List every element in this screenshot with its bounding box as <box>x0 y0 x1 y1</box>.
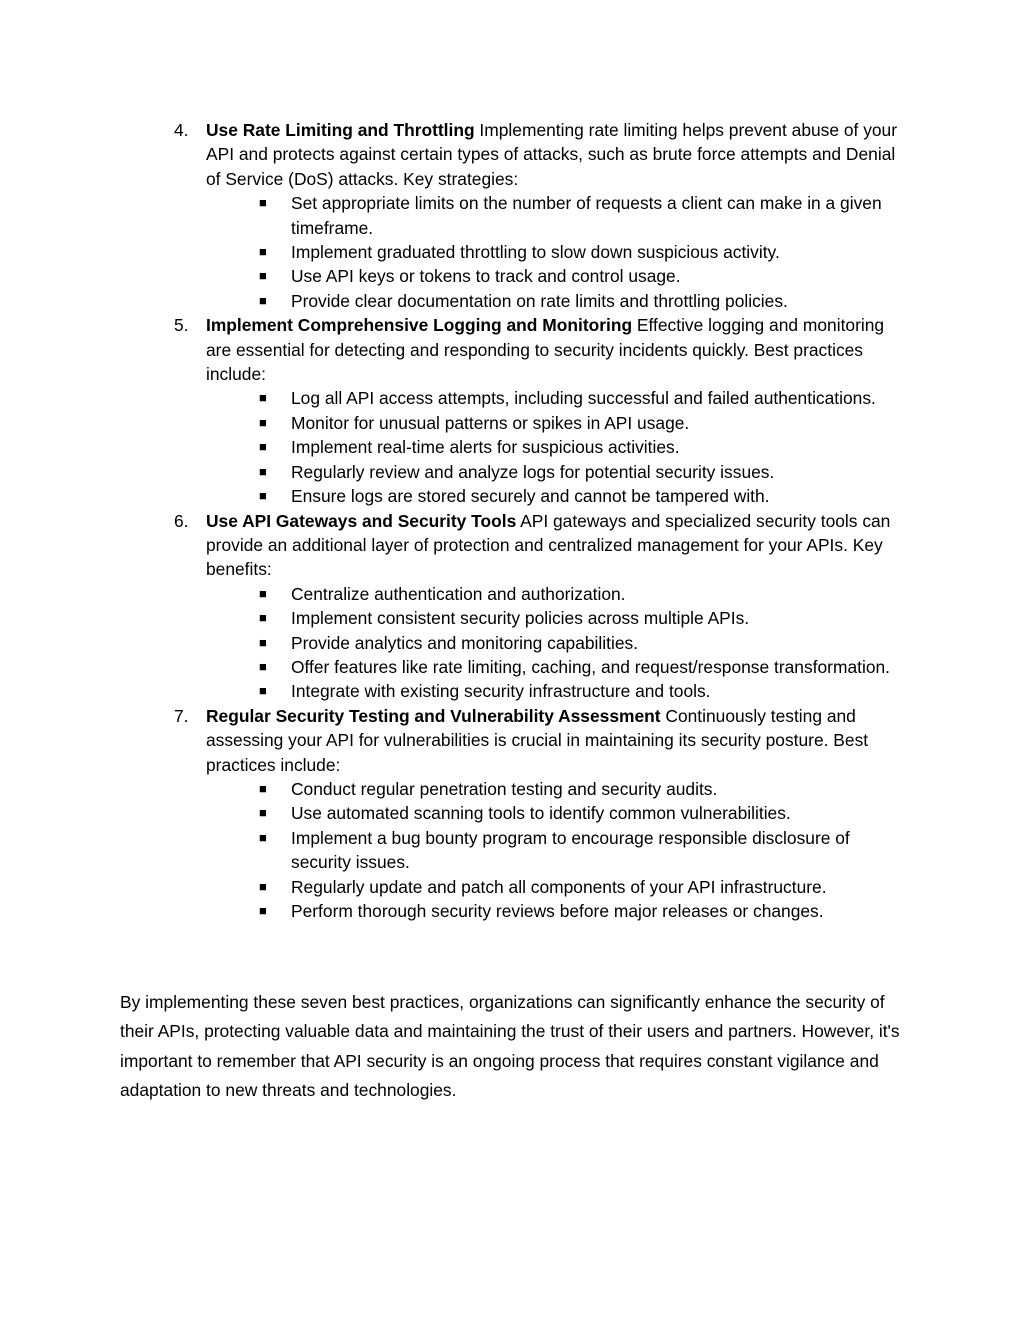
square-bullet-icon: ■ <box>259 414 267 430</box>
practice-number: 5. <box>174 315 189 336</box>
bullet-item <box>259 655 891 679</box>
square-bullet-icon: ■ <box>259 488 267 504</box>
bullet-text: Offer features like rate limiting, caching, and request/response transformation. <box>291 656 890 677</box>
bullet-item <box>259 386 891 410</box>
practice-title: Use API Gateways and Security Tools <box>206 510 517 531</box>
bullet-text: Provide analytics and monitoring capabilities. <box>291 632 639 653</box>
practice-bullet-list <box>206 777 891 923</box>
bullet-item <box>259 460 891 484</box>
bullet-item <box>259 411 891 435</box>
bullet-text: Conduct regular penetration testing and security audits. <box>291 778 718 799</box>
bullet-text: Regularly review and analyze logs for potential security issues. <box>291 461 775 482</box>
square-bullet-icon: ■ <box>259 292 267 308</box>
bullet-item <box>259 484 891 508</box>
square-bullet-icon: ■ <box>259 610 267 626</box>
bullet-item <box>259 191 891 240</box>
bullet-text: Implement consistent security policies across multiple APIs. <box>291 608 750 629</box>
practice-item <box>0 118 898 313</box>
bullet-text: Monitor for unusual patterns or spikes in API usage. <box>291 412 690 433</box>
practice-item <box>0 509 898 704</box>
practice-bullet-list <box>206 191 891 313</box>
square-bullet-icon: ■ <box>259 683 267 699</box>
bullet-item <box>259 777 891 801</box>
bullet-text: Set appropriate limits on the number of requests a client can make in a given timeframe. <box>291 193 882 238</box>
bullet-text: Implement graduated throttling to slow down suspicious activity. <box>291 242 780 263</box>
square-bullet-icon: ■ <box>259 585 267 601</box>
bullet-item <box>259 289 891 313</box>
square-bullet-icon: ■ <box>259 903 267 918</box>
bullet-item <box>259 435 891 459</box>
bullet-item <box>259 606 891 630</box>
square-bullet-icon: ■ <box>259 878 267 894</box>
practice-item <box>0 704 898 924</box>
bullet-item <box>259 899 891 923</box>
practice-description: Implementing rate limiting helps prevent abuse of your API and protects against certain types of attacks, such as brute force attempts and Denial of Service (DoS) attacks. Key strategies: <box>206 120 898 189</box>
bullet-item <box>259 679 891 703</box>
bullet-item <box>259 875 891 899</box>
practices-list <box>0 118 1024 923</box>
practice-number: 4. <box>174 120 189 140</box>
square-bullet-icon: ■ <box>259 439 267 455</box>
practice-description: API gateways and specialized security tools can provide an additional layer of protection and centralized management for your APIs. Key benefits: <box>206 510 891 580</box>
square-bullet-icon: ■ <box>259 634 267 650</box>
square-bullet-icon: ■ <box>259 244 267 260</box>
conclusion-paragraph: By implementing these seven best practices, organizations can significantly enhance the security of their APIs, protecting valuable data and maintaining the trust of their users and partners. However, it's important to remember that API security is an ongoing process that requires constant vigilance and adaptation to new threats and technologies. <box>120 992 900 1100</box>
bullet-text: Ensure logs are stored securely and cannot be tampered with. <box>291 486 770 507</box>
practice-body <box>206 704 898 777</box>
bullet-text: Regularly update and patch all components of your API infrastructure. <box>291 876 827 897</box>
square-bullet-icon: ■ <box>259 829 267 845</box>
bullet-text: Implement a bug bounty program to encourage responsible disclosure of security issues. <box>291 827 850 873</box>
practice-body <box>206 509 898 582</box>
practice-title: Regular Security Testing and Vulnerability Assessment <box>206 705 661 726</box>
practice-body <box>206 313 898 386</box>
practice-description: Continuously testing and assessing your API for vulnerabilities is crucial in maintaining its security posture. Best practices include: <box>206 705 869 775</box>
square-bullet-icon: ■ <box>259 268 267 284</box>
practice-title: Implement Comprehensive Logging and Monitoring <box>206 315 633 336</box>
bullet-item <box>259 582 891 606</box>
bullet-text: Integrate with existing security infrastructure and tools. <box>291 681 711 702</box>
bullet-item <box>259 631 891 655</box>
bullet-item <box>259 801 891 825</box>
bullet-item <box>259 826 891 875</box>
practice-number: 7. <box>174 705 189 726</box>
practice-item <box>0 313 898 508</box>
square-bullet-icon: ■ <box>259 658 267 674</box>
practice-body <box>206 118 898 191</box>
square-bullet-icon: ■ <box>259 390 267 406</box>
square-bullet-icon: ■ <box>259 195 267 211</box>
bullet-text: Perform thorough security reviews before major releases or changes. <box>291 901 824 921</box>
practice-description: Effective logging and monitoring are essential for detecting and responding to security incidents quickly. Best practices include: <box>206 315 885 385</box>
practice-number: 6. <box>174 510 189 531</box>
bullet-text: Log all API access attempts, including successful and failed authentications. <box>291 388 876 409</box>
practice-title: Use Rate Limiting and Throttling <box>206 120 475 140</box>
bullet-text: Centralize authentication and authorization. <box>291 583 626 604</box>
bullet-text: Use API keys or tokens to track and control usage. <box>291 266 681 287</box>
bullet-text: Provide clear documentation on rate limits and throttling policies. <box>291 290 788 311</box>
practice-bullet-list <box>206 582 891 704</box>
bullet-item <box>259 264 891 288</box>
bullet-item <box>259 240 891 264</box>
practice-bullet-list <box>206 386 891 508</box>
square-bullet-icon: ■ <box>259 780 267 796</box>
square-bullet-icon: ■ <box>259 463 267 479</box>
bullet-text: Use automated scanning tools to identify common vulnerabilities. <box>291 803 791 824</box>
bullet-text: Implement real-time alerts for suspicious activities. <box>291 437 680 458</box>
square-bullet-icon: ■ <box>259 805 267 821</box>
